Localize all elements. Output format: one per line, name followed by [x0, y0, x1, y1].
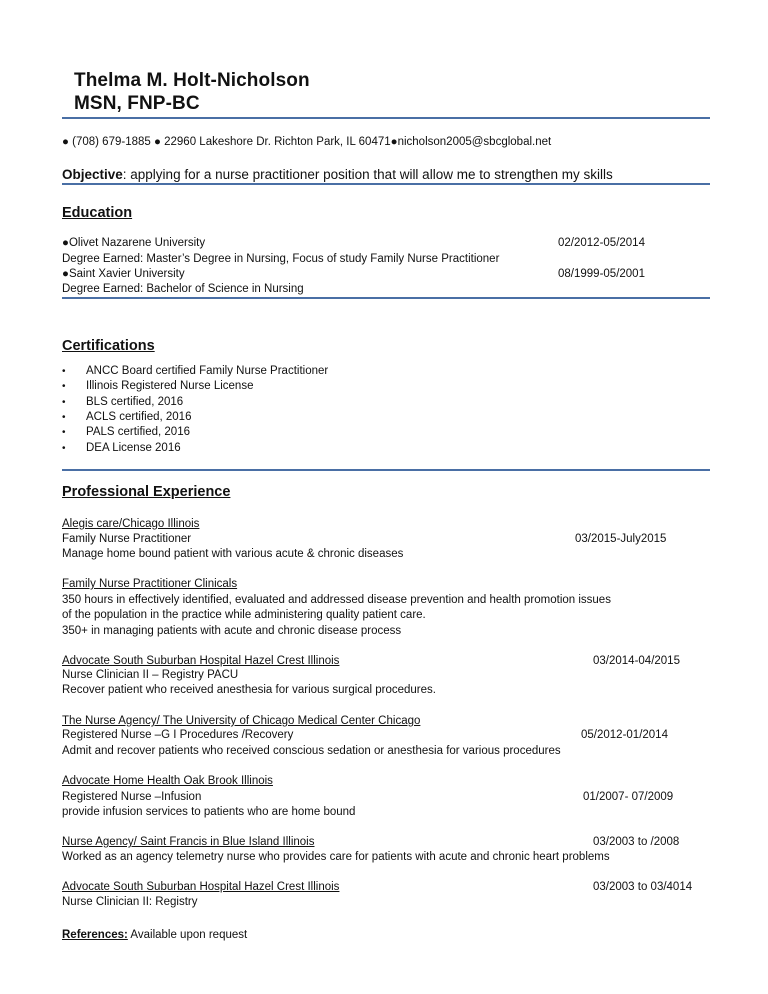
- bullet-icon: •: [62, 412, 66, 423]
- certifications-rule: [62, 469, 710, 471]
- job-description: Admit and recover patients who received conscious sedation or anesthesia for various procedures: [62, 745, 561, 757]
- certification-item: DEA License 2016: [86, 442, 181, 454]
- certification-item: PALS certified, 2016: [86, 426, 190, 438]
- references-text: Available upon request: [127, 929, 248, 941]
- job-description: provide infusion services to patients who are home bound: [62, 806, 356, 818]
- job-date: 03/2003 to 03/4014: [593, 881, 693, 893]
- candidate-credentials: MSN, FNP-BC: [74, 93, 200, 114]
- job-date: 01/2007- 07/2009: [583, 791, 674, 803]
- job-description: Worked as an agency telemetry nurse who provides care for patients with acute and chronic heart problems: [62, 851, 610, 863]
- bullet-icon: •: [62, 366, 66, 377]
- job-employer: Advocate South Suburban Hospital Hazel Crest Illinois: [62, 881, 340, 893]
- job-description: Recover patient who received anesthesia for various surgical procedures.: [62, 684, 436, 696]
- certifications-heading: Certifications: [62, 338, 155, 354]
- education-rule: [62, 297, 710, 299]
- job-date: 03/2003 to /2008: [593, 836, 680, 848]
- objective-label: Objective: [62, 167, 123, 182]
- job-date: 05/2012-01/2014: [581, 729, 668, 741]
- objective-rule: [62, 183, 710, 185]
- objective: [62, 167, 613, 182]
- job-employer: Advocate Home Health Oak Brook Illinois: [62, 775, 273, 787]
- job-employer: Advocate South Suburban Hospital Hazel Crest Illinois: [62, 655, 340, 667]
- certification-item: BLS certified, 2016: [86, 396, 184, 408]
- header-rule: [62, 117, 710, 119]
- job-description: 350+ in managing patients with acute and chronic disease process: [62, 625, 402, 637]
- job-role: Nurse Clinician II: Registry: [62, 896, 198, 908]
- bullet-icon: •: [62, 427, 66, 438]
- job-date: 03/2015-July2015: [575, 533, 667, 545]
- job-role: Family Nurse Practitioner: [62, 533, 192, 545]
- job-description: of the population in the practice while administering quality patient care.: [62, 609, 426, 621]
- bullet-icon: •: [62, 443, 66, 454]
- education-line: Degree Earned: Master’s Degree in Nursing, Focus of study Family Nurse Practitioner: [62, 253, 500, 265]
- candidate-name: Thelma M. Holt-Nicholson: [74, 70, 310, 91]
- objective-text: : applying for a nurse practitioner position that will allow me to strengthen my skills: [122, 167, 613, 182]
- references: [62, 929, 247, 941]
- education-date: 08/1999-05/2001: [558, 268, 645, 280]
- job-role: Nurse Clinician II – Registry PACU: [62, 669, 239, 681]
- certification-item: Illinois Registered Nurse License: [86, 380, 254, 392]
- job-role: Registered Nurse –G I Procedures /Recovery: [62, 729, 294, 741]
- education-heading: Education: [62, 205, 133, 221]
- contact-line: ● (708) 679-1885 ● 22960 Lakeshore Dr. Richton Park, IL 60471●nicholson2005@sbcglobal.net: [62, 136, 552, 148]
- job-employer: Family Nurse Practitioner Clinicals: [62, 578, 238, 590]
- job-description: Manage home bound patient with various acute & chronic diseases: [62, 548, 404, 560]
- bullet-icon: •: [62, 381, 66, 392]
- job-employer: Alegis care/Chicago Illinois: [62, 518, 200, 530]
- certification-item: ACLS certified, 2016: [86, 411, 192, 423]
- education-line: Degree Earned: Bachelor of Science in Nursing: [62, 283, 304, 295]
- job-date: 03/2014-04/2015: [593, 655, 680, 667]
- job-employer: Nurse Agency/ Saint Francis in Blue Island Illinois: [62, 836, 315, 848]
- job-employer: The Nurse Agency/ The University of Chicago Medical Center Chicago: [62, 715, 421, 727]
- education-date: 02/2012-05/2014: [558, 237, 645, 249]
- experience-heading: Professional Experience: [62, 484, 231, 500]
- job-description: 350 hours in effectively identified, evaluated and addressed disease prevention and health promotion issues: [62, 594, 611, 606]
- references-label: References:: [62, 929, 128, 941]
- education-line: ●Olivet Nazarene University: [62, 237, 206, 249]
- certification-item: ANCC Board certified Family Nurse Practitioner: [86, 365, 329, 377]
- education-line: ●Saint Xavier University: [62, 268, 185, 280]
- job-role: Registered Nurse –Infusion: [62, 791, 202, 803]
- bullet-icon: •: [62, 397, 66, 408]
